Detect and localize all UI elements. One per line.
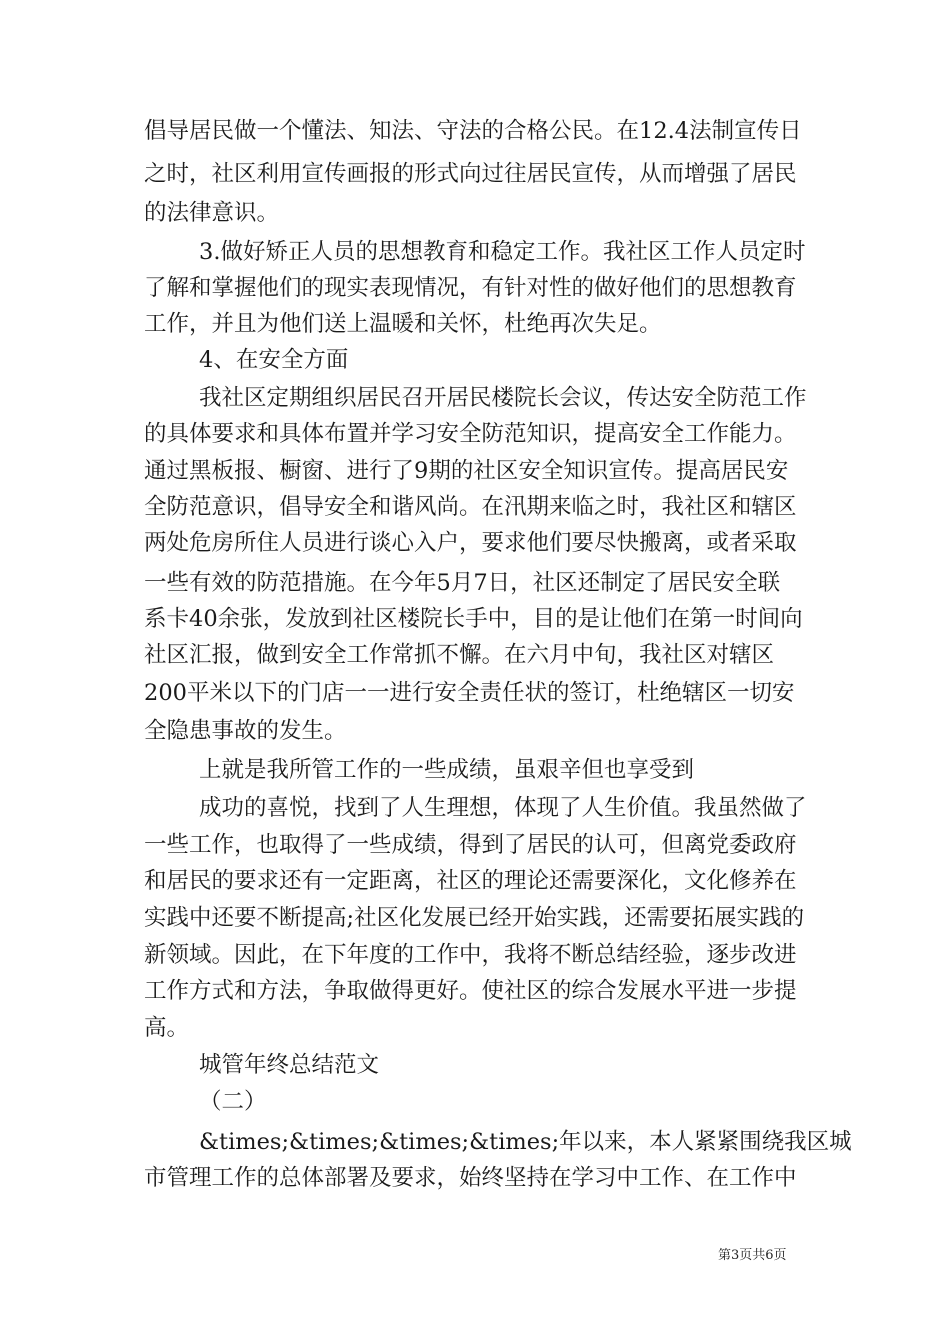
text-line: &times;&times;&times;&times;年以来，本人紧紧围绕我区城 xyxy=(199,1129,852,1155)
text-line: 工作，并且为他们送上温暖和关怀，杜绝再次失足。 xyxy=(144,311,662,337)
text-line: 一些工作，也取得了一些成绩，得到了居民的认可，但离党委政府 xyxy=(144,832,797,858)
section-heading: 4、在安全方面 xyxy=(199,347,349,373)
text-line: 200平米以下的门店一一进行安全责任状的签订，杜绝辖区一切安 xyxy=(144,680,795,706)
text-line: 上就是我所管工作的一些成绩，虽艰辛但也享受到 xyxy=(199,757,695,783)
text-line: 通过黑板报、橱窗、进行了9期的社区安全知识宣传。提高居民安 xyxy=(144,458,789,484)
text-line: 工作方式和方法，争取做得更好。使社区的综合发展水平进一步提 xyxy=(144,978,797,1004)
text-line: 系卡40余张，发放到社区楼院长手中，目的是让他们在第一时间向 xyxy=(144,606,803,632)
text-line: 市管理工作的总体部署及要求，始终坚持在学习中工作、在工作中 xyxy=(144,1165,797,1191)
text-line: 两处危房所住人员进行谈心入户，要求他们要尽快搬离，或者采取 xyxy=(144,530,797,556)
text-line: 高。 xyxy=(144,1015,190,1041)
text-line: 倡导居民做一个懂法、知法、守法的合格公民。在12.4法制宣传日 xyxy=(144,118,802,144)
text-line: 新领域。因此，在下年度的工作中，我将不断总结经验，逐步改进 xyxy=(144,942,797,968)
page-number: 第3页共6页 xyxy=(718,1248,787,1263)
text-line: 的法律意识。 xyxy=(144,200,280,226)
text-line: 成功的喜悦，找到了人生理想，体现了人生价值。我虽然做了 xyxy=(199,795,807,821)
text-line: 和居民的要求还有一定距离，社区的理论还需要深化，文化修养在 xyxy=(144,868,797,894)
text-line: 我社区定期组织居民召开居民楼院长会议，传达安全防范工作 xyxy=(199,385,807,411)
section-title: 城管年终总结范文 xyxy=(199,1052,380,1078)
text-line: 之时，社区利用宣传画报的形式向过往居民宣传，从而增强了居民 xyxy=(144,161,797,187)
section-subtitle: （二） xyxy=(199,1089,267,1115)
text-line: 全防范意识，倡导安全和谐风尚。在汛期来临之时，我社区和辖区 xyxy=(144,494,797,520)
text-line: 全隐患事故的发生。 xyxy=(144,718,347,744)
text-line: 一些有效的防范措施。在今年5月7日，社区还制定了居民安全联 xyxy=(144,570,781,596)
text-line: 3.做好矫正人员的思想教育和稳定工作。我社区工作人员定时 xyxy=(199,239,806,265)
text-line: 了解和掌握他们的现实表现情况，有针对性的做好他们的思想教育 xyxy=(144,275,797,301)
text-line: 社区汇报，做到安全工作常抓不懈。在六月中旬，我社区对辖区 xyxy=(144,642,775,668)
text-line: 的具体要求和具体布置并学习安全防范知识，提高安全工作能力。 xyxy=(144,421,797,447)
text-line: 实践中还要不断提高;社区化发展已经开始实践，还需要拓展实践的 xyxy=(144,905,805,931)
